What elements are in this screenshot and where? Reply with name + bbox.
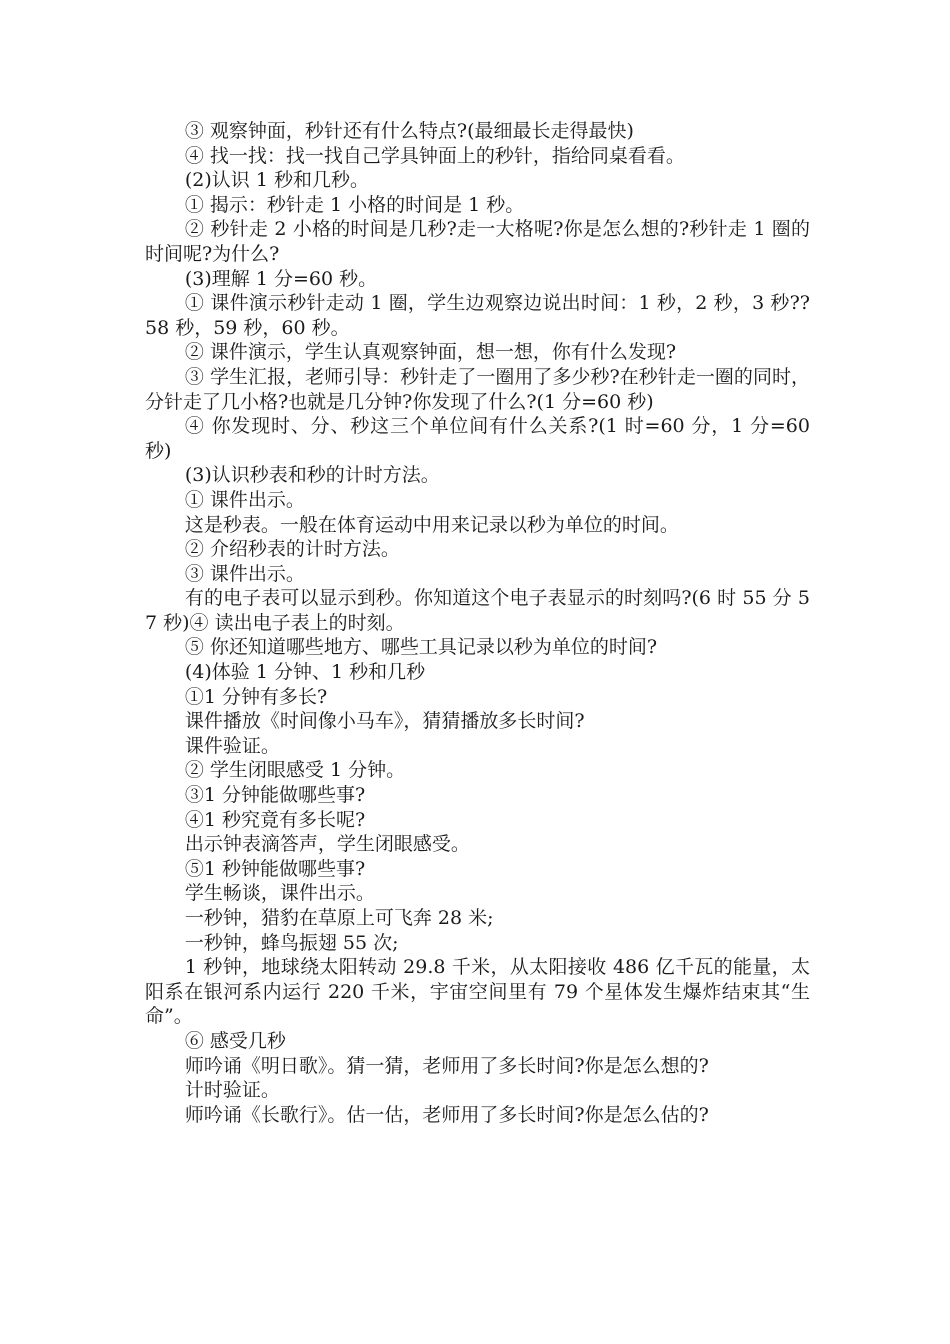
- paragraph: 计时验证。: [184, 1079, 280, 1102]
- paragraph: 1 秒钟，地球绕太阳转动 29.8 千米，从太阳接收 486 亿千瓦的能量，太阳系在银河系内运行 220 千米，宇宙空间里有 79 个星体发生爆炸结束其“生命”。: [145, 956, 810, 1028]
- paragraph: ③ 课件出示。: [184, 562, 305, 585]
- paragraph: 师吟诵《长歌行》。估一估，老师用了多长时间?你是怎么估的?: [184, 1103, 709, 1126]
- paragraph: (4)体验 1 分钟、1 秒和几秒: [184, 661, 426, 684]
- paragraph: ④ 找一找：找一找自己学具钟面上的秒针，指给同桌看看。: [184, 144, 685, 167]
- paragraph: ② 学生闭眼感受 1 分钟。: [184, 759, 406, 782]
- paragraph: ④1 秒究竟有多长呢?: [184, 808, 366, 831]
- paragraph: 出示钟表滴答声，学生闭眼感受。: [184, 833, 470, 856]
- paragraph: (2)认识 1 秒和几秒。: [184, 169, 369, 192]
- paragraph: (3)理解 1 分=60 秒。: [184, 267, 378, 290]
- paragraph: ③ 观察钟面，秒针还有什么特点?(最细最长走得最快): [184, 120, 634, 142]
- paragraph: ③1 分钟能做哪些事?: [184, 784, 366, 807]
- paragraph: 师吟诵《明日歌》。猜一猜，老师用了多长时间?你是怎么想的?: [184, 1054, 709, 1077]
- paragraph: 一秒钟，猎豹在草原上可飞奔 28 米;: [184, 907, 494, 929]
- paragraph: 课件验证。: [184, 734, 280, 757]
- document-body: [145, 119, 810, 1127]
- paragraph: 学生畅谈，课件出示。: [184, 882, 375, 905]
- paragraph: 课件播放《时间像小马车》，猜猜播放多长时间?: [184, 710, 585, 733]
- paragraph: ② 课件演示，学生认真观察钟面，想一想，你有什么发现?: [184, 341, 677, 364]
- paragraph: ⑤1 秒钟能做哪些事?: [184, 857, 366, 880]
- paragraph: ⑥ 感受几秒: [184, 1029, 286, 1052]
- paragraph: ④ 你发现时、分、秒这三个单位间有什么关系?(1 时=60 分，1 分=60 秒): [145, 415, 810, 462]
- paragraph: ② 介绍秒表的计时方法。: [184, 538, 400, 561]
- paragraph: 有的电子表可以显示到秒。你知道这个电子表显示的时刻吗?(6 时 55 分 57 秒)④ 读出电子表上的时刻。: [145, 587, 810, 634]
- paragraph: 一秒钟，蜂鸟振翅 55 次;: [184, 931, 399, 954]
- paragraph: ③ 学生汇报，老师引导：秒针走了一圈用了多少秒?在秒针走一圈的同时，分针走了几小格?也就是几分钟?你发现了什么?(1 分=60 秒): [145, 365, 810, 413]
- paragraph: ① 课件出示。: [184, 488, 305, 511]
- paragraph: ① 揭示：秒针走 1 小格的时间是 1 秒。: [184, 193, 525, 216]
- paragraph: ② 秒针走 2 小格的时间是几秒?走一大格呢?你是怎么想的?秒针走 1 圈的时间呢?为什么?: [145, 218, 810, 265]
- paragraph: ⑤ 你还知道哪些地方、哪些工具记录以秒为单位的时间?: [184, 636, 658, 659]
- paragraph: 这是秒表。一般在体育运动中用来记录以秒为单位的时间。: [184, 513, 679, 536]
- paragraph: ①1 分钟有多长?: [184, 685, 328, 708]
- paragraph: (3)认识秒表和秒的计时方法。: [184, 464, 440, 487]
- paragraph: ① 课件演示秒针走动 1 圈，学生边观察边说出时间：1 秒，2 秒，3 秒??58 秒，59 秒，60 秒。: [145, 292, 810, 339]
